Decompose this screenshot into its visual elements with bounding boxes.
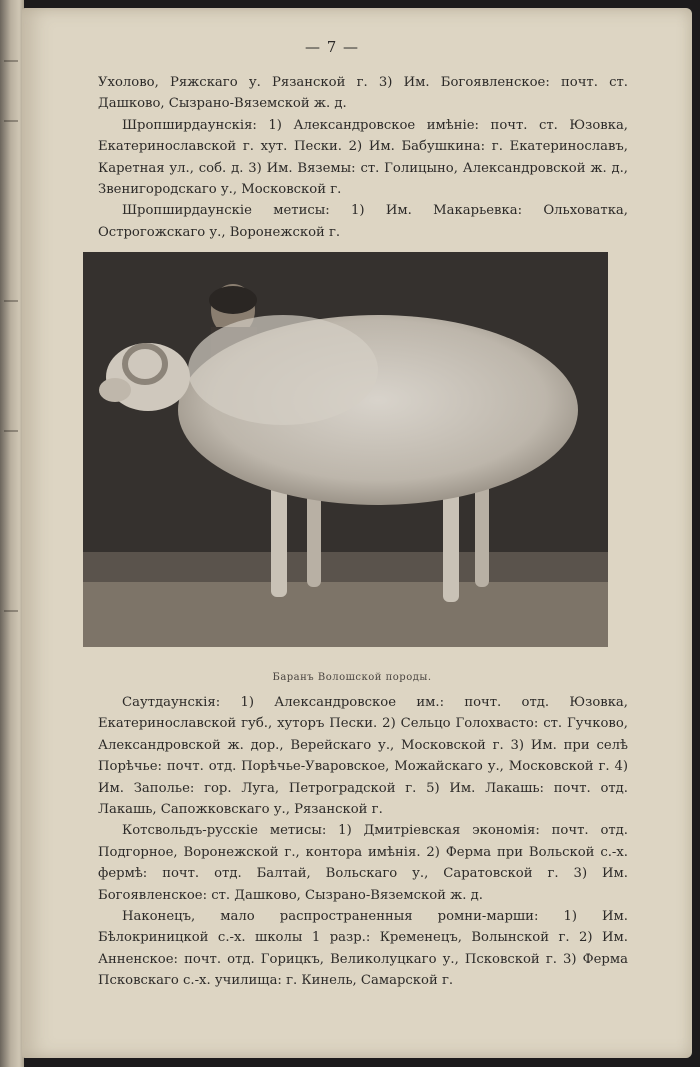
- paragraph: Котсвольдъ-русскіе метисы: 1) Дмитріевская экономія: почт. отд. Подгорное, Воронежской г., контора имѣнія. 2) Ферма при Вольской с.-х. фермѣ: почт. отд. Балтай, Вольскаго у., Саратовской г. 3) Им. Богоявленское: ст. Дашково, Сызрано-Вяземской ж. д.: [98, 823, 628, 903]
- paragraph: Саутдаунскія: 1) Александровское им.: почт. отд. Юзовка, Екатеринославской губ., хуторъ Пески. 2) Сельцо Голохвасто: ст. Гучково, Александровской ж. дор., Верейскаго у., Московской г. 3) Им. при селѣ Порѣчье: почт. отд. Порѣчье-Уваровское, Можайскаго у., Московской г. 4) Им. Заполье: гор. Луга, Петроградской г. 5) Им. Лакашь: почт. отд. Лакашь, Сапожковскаго у., Рязанской г.: [98, 695, 628, 818]
- sheep-photo: [83, 252, 608, 647]
- previous-page-edge: [0, 0, 24, 1067]
- top-text-block: [98, 72, 628, 243]
- page-number: — 7 —: [304, 38, 360, 56]
- book-page: [22, 8, 692, 1058]
- photo-caption: Баранъ Волошской породы.: [272, 672, 432, 683]
- paragraph: Наконецъ, мало распространенныя ромни-марши: 1) Им. Бѣлокриницкой с.-х. школы 1 разр.: Кременецъ, Волынской г. 2) Им. Анненское: почт. отд. Горицкъ, Великолуцкаго у., Псковской г. 3) Ферма Псковскаго с.-х. училища: г. Кинель, Самарской г.: [98, 909, 628, 989]
- ram-illustration: [83, 252, 608, 647]
- paragraph: Шропширдаунскіе метисы: 1) Им. Макарьевка: Ольховатка, Острогожскаго у., Воронежской г.: [98, 203, 628, 240]
- paragraph: Шропширдаунскія: 1) Александровское имѣніе: почт. ст. Юзовка, Екатеринославской г. хут. Пески. 2) Им. Бабушкина: г. Екатеринославъ, Каретная ул., соб. д. 3) Им. Вяземы: ст. Голицыно, Александровской ж. д., Звенигородскаго у., Московской г.: [98, 117, 628, 198]
- bottom-text-block: [98, 692, 628, 992]
- paragraph: Ухолово, Ряжскаго у. Рязанской г. 3) Им. Богоявленское: почт. ст. Дашково, Сызрано-Вяземской ж. д.: [98, 75, 628, 112]
